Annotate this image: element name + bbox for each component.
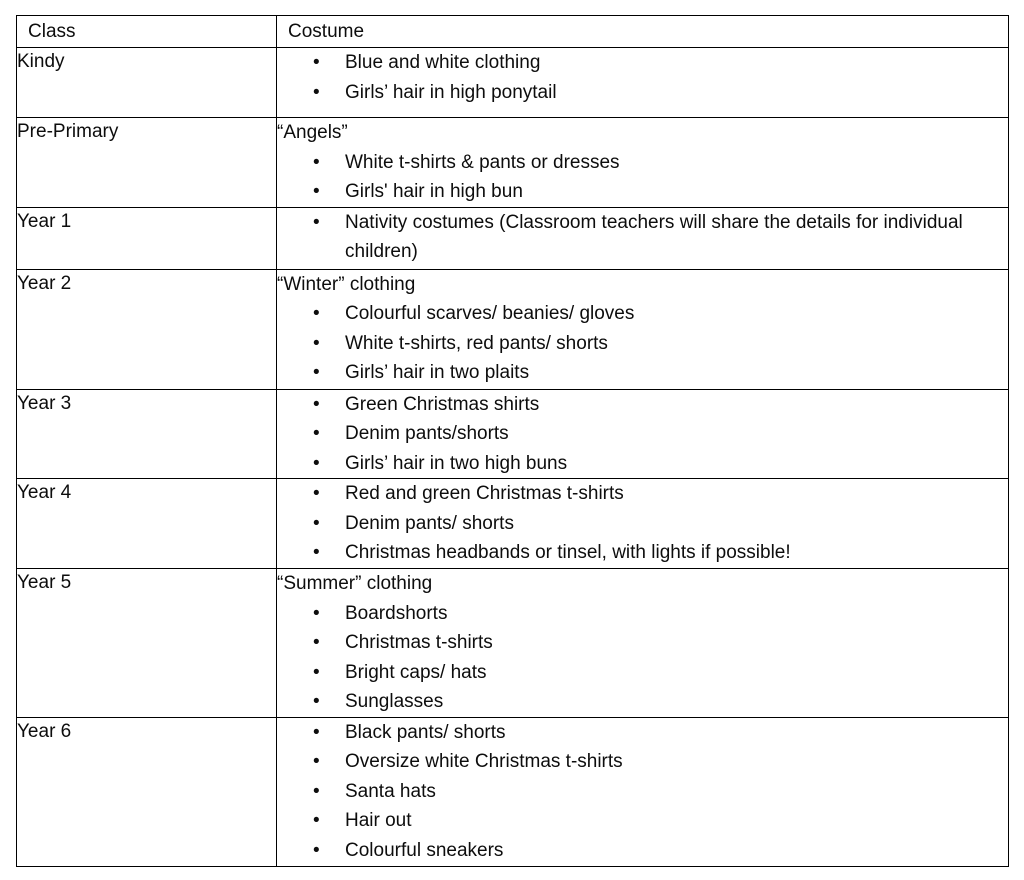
- class-cell-year-1: [17, 207, 277, 269]
- class-cell-year-4: [17, 479, 277, 569]
- costume-cell-year-1: [277, 207, 1009, 269]
- column-header-costume: [277, 16, 1009, 48]
- table-row: [17, 207, 1009, 269]
- costume-bullet-list: [277, 718, 1008, 866]
- list-item: • Colourful sneakers: [277, 836, 1008, 866]
- table-row: [17, 269, 1009, 389]
- list-item: • Green Christmas shirts: [277, 390, 1008, 420]
- list-item: • Girls' hair in high bun: [277, 177, 1008, 207]
- costume-bullet-list: [277, 208, 1008, 267]
- list-item: • Black pants/ shorts: [277, 718, 1008, 748]
- class-label: Year 5: [17, 572, 72, 593]
- class-cell-year-5: [17, 569, 277, 718]
- costume-bullet-list: [277, 148, 1008, 207]
- table-row: [17, 717, 1009, 866]
- class-label: Pre-Primary: [17, 121, 119, 142]
- list-item: • Girls’ hair in high ponytail: [277, 78, 1008, 108]
- costume-lead-line: “Winter” clothing: [277, 273, 416, 295]
- list-item: • Denim pants/shorts: [277, 419, 1008, 449]
- costume-bullet-list: [277, 479, 1008, 568]
- class-label: Year 2: [17, 272, 72, 294]
- class-label: Year 6: [17, 720, 72, 742]
- costume-lead-line: “Angels”: [277, 122, 348, 143]
- costume-cell-kindy: [277, 48, 1009, 118]
- class-cell-year-3: [17, 389, 277, 479]
- table-row: [17, 569, 1009, 718]
- class-cell-year-2: [17, 269, 277, 389]
- costume-cell-year-6: [277, 717, 1009, 866]
- class-label: Year 1: [17, 210, 72, 232]
- column-header-class: [17, 16, 277, 48]
- list-item: • Bright caps/ hats: [277, 658, 1008, 688]
- list-item: • Girls’ hair in two high buns: [277, 449, 1008, 479]
- costume-cell-year-5: [277, 569, 1009, 718]
- costume-cell-year-4: [277, 479, 1009, 569]
- column-header-costume-label: Costume: [288, 21, 365, 42]
- list-item: • Hair out: [277, 806, 1008, 836]
- header-row: [17, 16, 1009, 48]
- list-item: • Girls’ hair in two plaits: [277, 358, 1008, 388]
- table-body: [17, 48, 1009, 867]
- column-header-class-label: Class: [28, 21, 76, 42]
- list-item: • Nativity costumes (Classroom teachers will share the details for individual children): [277, 208, 1008, 267]
- costume-bullet-list: [277, 48, 1008, 107]
- list-item: • White t-shirts, red pants/ shorts: [277, 329, 1008, 359]
- list-item: • Christmas t-shirts: [277, 628, 1008, 658]
- class-cell-year-6: [17, 717, 277, 866]
- table-row: [17, 389, 1009, 479]
- list-item: • Denim pants/ shorts: [277, 509, 1008, 539]
- costume-cell-year-2: [277, 269, 1009, 389]
- list-item: • White t-shirts & pants or dresses: [277, 148, 1008, 178]
- table-header: [17, 16, 1009, 48]
- list-item: • Santa hats: [277, 777, 1008, 807]
- list-item: • Sunglasses: [277, 687, 1008, 717]
- class-label: Kindy: [17, 51, 65, 72]
- class-cell-kindy: [17, 48, 277, 118]
- costume-lead-line: “Summer” clothing: [277, 573, 433, 594]
- class-cell-pre-primary: [17, 118, 277, 208]
- table-row: [17, 479, 1009, 569]
- costume-cell-year-3: [277, 389, 1009, 479]
- costume-bullet-list: [277, 299, 1008, 388]
- list-item: • Blue and white clothing: [277, 48, 1008, 78]
- costume-bullet-list: [277, 599, 1008, 717]
- costume-table: [16, 15, 1009, 867]
- table-row: [17, 118, 1009, 208]
- costume-bullet-list: [277, 390, 1008, 479]
- list-item: • Red and green Christmas t-shirts: [277, 479, 1008, 509]
- costume-cell-pre-primary: [277, 118, 1009, 208]
- list-item: • Christmas headbands or tinsel, with lights if possible!: [277, 538, 1008, 568]
- class-label: Year 3: [17, 392, 72, 414]
- list-item: • Boardshorts: [277, 599, 1008, 629]
- list-item: • Oversize white Christmas t-shirts: [277, 747, 1008, 777]
- class-label: Year 4: [17, 482, 72, 503]
- table-row: [17, 48, 1009, 118]
- list-item: • Colourful scarves/ beanies/ gloves: [277, 299, 1008, 329]
